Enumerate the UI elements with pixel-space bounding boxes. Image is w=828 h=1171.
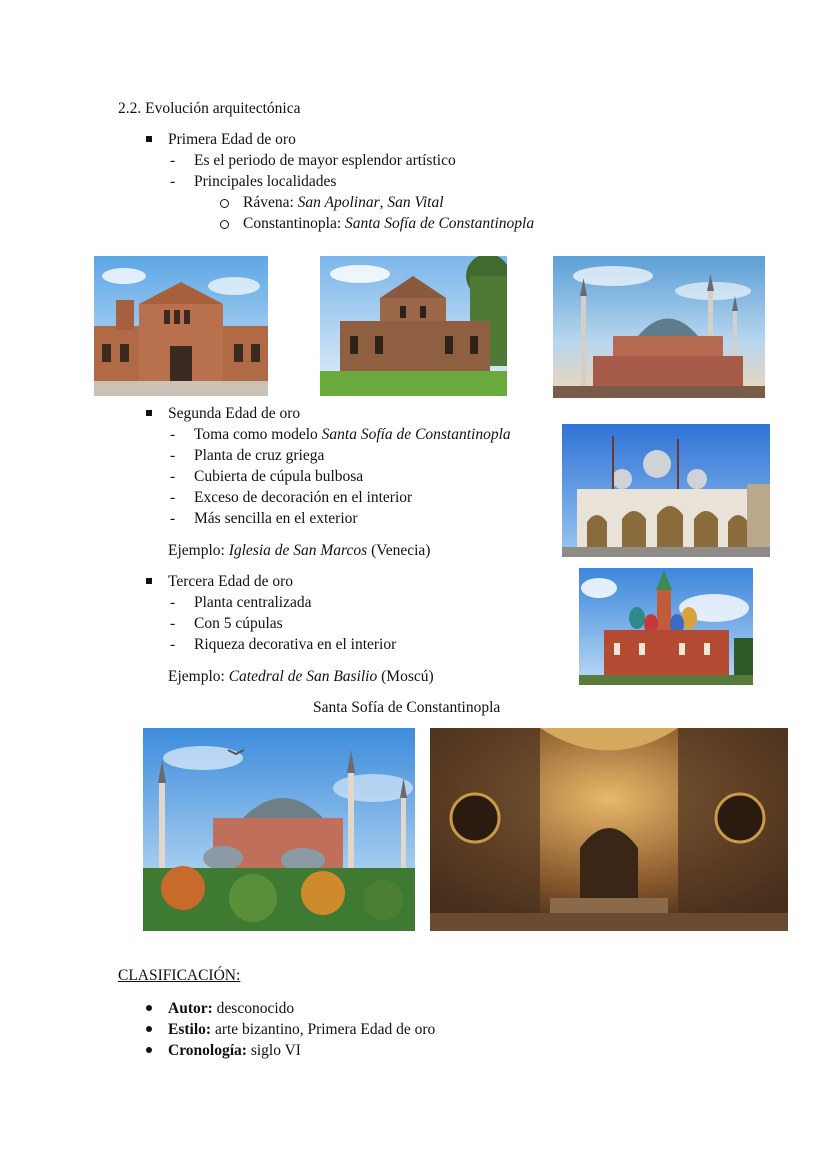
photo-san-apolinar	[94, 256, 268, 396]
primera-item-2: Principales localidades	[194, 173, 337, 190]
tercera-item-1: Planta centralizada	[194, 594, 312, 611]
work-title: Santa Sofía de Constantinopla	[345, 215, 535, 232]
item-text: Toma como modelo	[194, 426, 322, 443]
tercera-item-3: Riqueza decorativa en el interior	[194, 636, 397, 653]
field-label: Estilo:	[168, 1021, 212, 1038]
segunda-title: Segunda Edad de oro	[168, 405, 301, 422]
dash-bullet-icon: -	[170, 152, 176, 169]
tercera-item-2: Con 5 cúpulas	[194, 615, 283, 632]
dash-bullet-icon: -	[170, 468, 176, 485]
field-value: siglo VI	[246, 1042, 301, 1059]
work-title: San Apolinar	[297, 194, 380, 211]
work-title: San Vital	[387, 194, 444, 211]
example-label: Ejemplo:	[168, 542, 229, 559]
circle-bullet-icon	[220, 220, 229, 229]
clasificacion-estilo	[168, 1019, 435, 1040]
segunda-item-2: Planta de cruz griega	[194, 447, 325, 464]
example-label: Ejemplo:	[168, 668, 229, 685]
primera-item-1: Es el periodo de mayor esplendor artístico	[194, 152, 456, 169]
location-label: Constantinopla:	[243, 215, 346, 232]
segunda-item-3: Cubierta de cúpula bulbosa	[194, 468, 364, 485]
dot-bullet-icon	[146, 1005, 152, 1011]
dash-bullet-icon: -	[170, 173, 176, 190]
field-label: Autor:	[168, 1000, 213, 1017]
dot-bullet-icon	[146, 1026, 152, 1032]
square-bullet-icon	[146, 578, 152, 584]
photo-santa-sofia-interior	[430, 728, 788, 931]
clasificacion-autor	[168, 998, 294, 1019]
photo-san-vital	[320, 256, 507, 396]
primera-title: Primera Edad de oro	[168, 131, 296, 148]
example-place: (Moscú)	[377, 668, 434, 685]
dash-bullet-icon: -	[170, 636, 176, 653]
segunda-item-1	[194, 424, 511, 445]
separator: ,	[379, 194, 388, 211]
dash-bullet-icon: -	[170, 615, 176, 632]
segunda-example	[168, 540, 430, 561]
work-title: Iglesia de San Marcos	[228, 542, 368, 559]
tercera-title: Tercera Edad de oro	[168, 573, 293, 590]
field-value: arte bizantino, Primera Edad de oro	[211, 1021, 436, 1038]
photo-santa-sofia-1	[553, 256, 765, 398]
square-bullet-icon	[146, 136, 152, 142]
work-title: Santa Sofía de Constantinopla	[321, 426, 511, 443]
segunda-item-5: Más sencilla en el exterior	[194, 510, 358, 527]
primera-location-ravena	[243, 192, 444, 213]
dot-bullet-icon	[146, 1047, 152, 1053]
location-label: Rávena:	[243, 194, 298, 211]
example-place: (Venecia)	[367, 542, 431, 559]
segunda-item-4: Exceso de decoración en el interior	[194, 489, 413, 506]
dash-bullet-icon: -	[170, 510, 176, 527]
dash-bullet-icon: -	[170, 489, 176, 506]
dash-bullet-icon: -	[170, 594, 176, 611]
photo-santa-sofia-exterior	[143, 728, 415, 931]
gallery-caption: Santa Sofía de Constantinopla	[313, 699, 501, 716]
dash-bullet-icon: -	[170, 447, 176, 464]
work-title: Catedral de San Basilio	[228, 668, 378, 685]
clasificacion-cronologia	[168, 1040, 301, 1061]
square-bullet-icon	[146, 410, 152, 416]
field-label: Cronología:	[168, 1042, 247, 1059]
tercera-example	[168, 666, 434, 687]
clasificacion-heading: CLASIFICACIÓN:	[118, 967, 241, 984]
circle-bullet-icon	[220, 199, 229, 208]
section-title: 2.2. Evolución arquitectónica	[118, 100, 301, 117]
dash-bullet-icon: -	[170, 426, 176, 443]
photo-san-basilio	[579, 568, 753, 685]
primera-location-constantinopla	[243, 213, 534, 234]
field-value: desconocido	[212, 1000, 295, 1017]
photo-san-marcos	[562, 424, 770, 557]
